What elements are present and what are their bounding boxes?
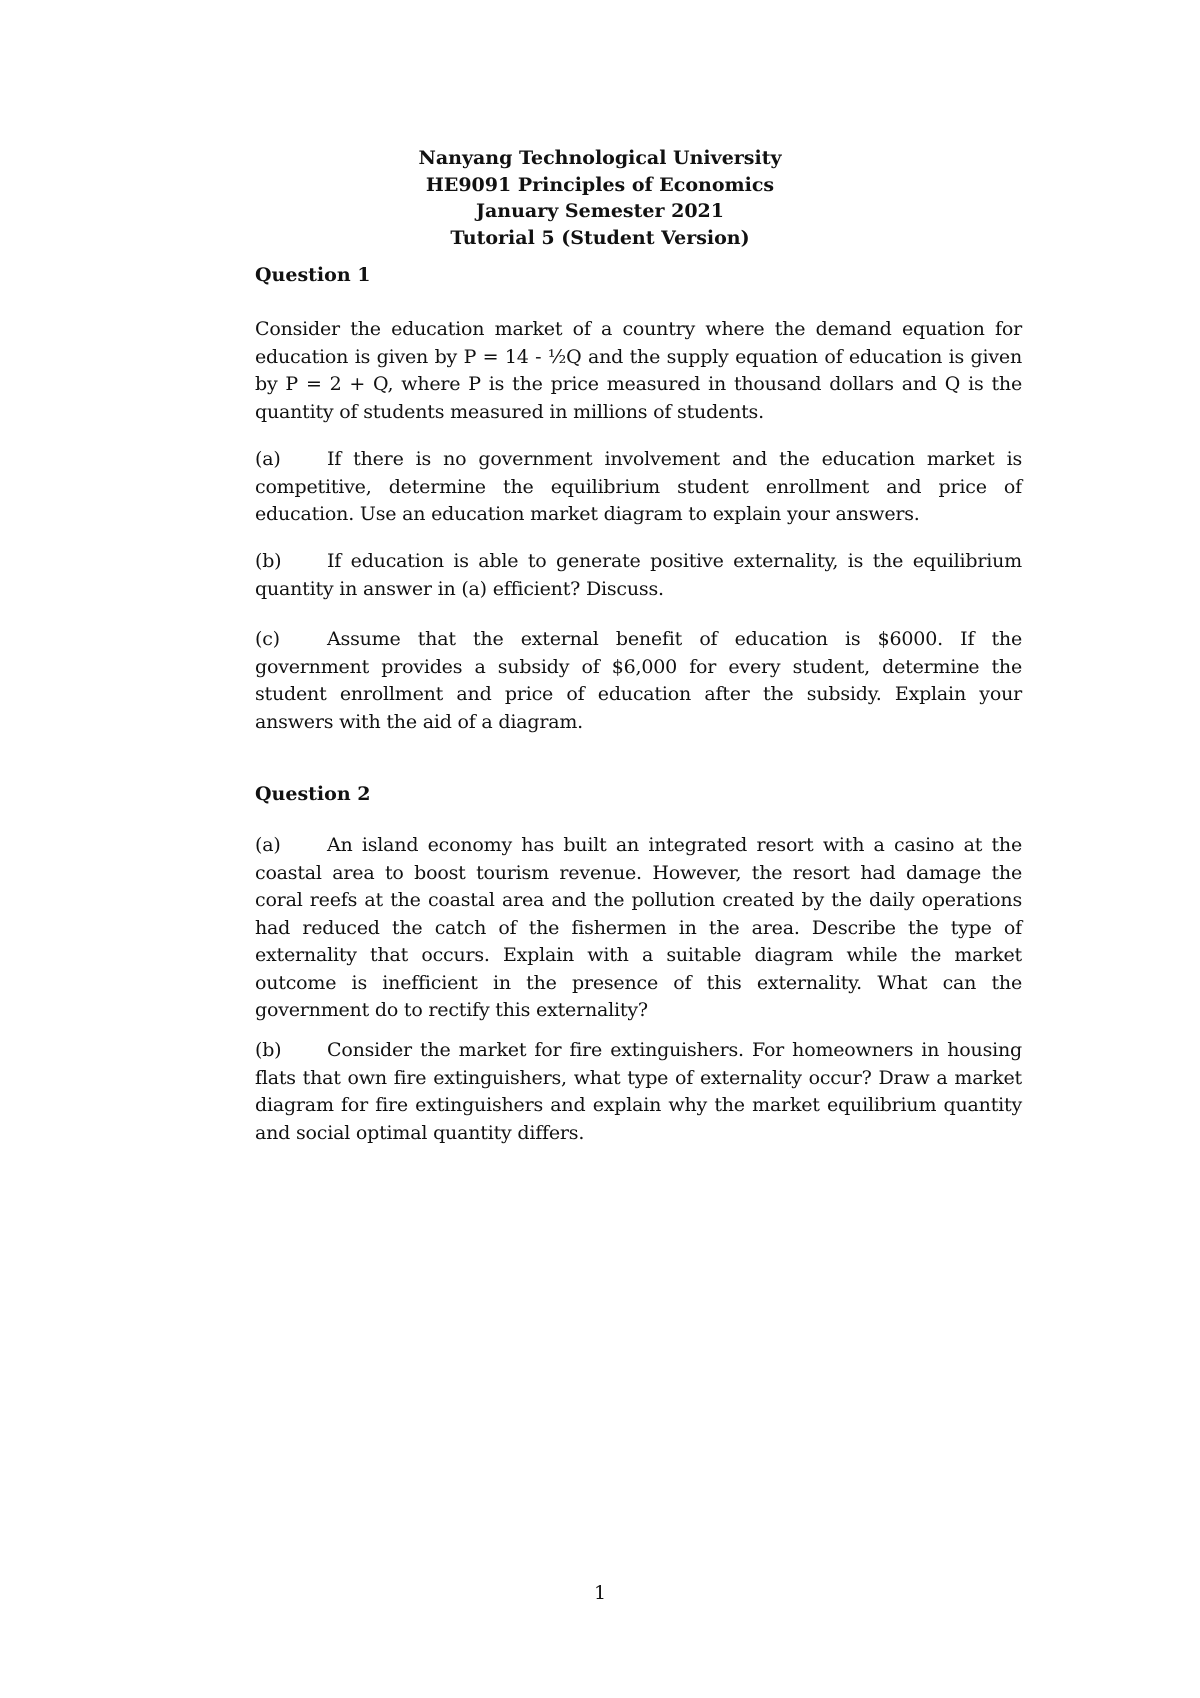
question-1-intro: Consider the education market of a country where the demand equation for education is given by P = 14 - ½Q and the supply equation of education is given by P = 2 + Q, where P is the price measured in thousand dollars and Q is the quantity of students measured in millions of students.: [255, 318, 1022, 423]
question-1c-text: Assume that the external benefit of education is $6000. If the government provides a subsidy of $6,000 for every student, determine the student enrollment and price of education after the subsidy. Explain your answers with the aid of a diagram.: [255, 628, 1022, 733]
question-2a-block: [255, 832, 1022, 1025]
question-2a-text: An island economy has built an integrated resort with a casino at the coastal area to boost tourism revenue. However, the resort had damage the coral reefs at the coastal area and the pollution created by the daily operations had reduced the catch of the fishermen in the area. Describe the type of externality that occurs. Explain with a suitable diagram while the market outcome is inefficient in the presence of this externality. What can the government do to rectify this externality?: [255, 834, 1022, 1021]
question-1a: [255, 446, 1022, 529]
question-1a-block: [255, 446, 1022, 529]
course-title: HE9091 Principles of Economics: [425, 173, 775, 196]
question-1b-block: [255, 548, 1022, 603]
question-2b-text: Consider the market for fire extinguishers. For homeowners in housing flats that own fire extinguishers, what type of externality occur? Draw a market diagram for fire extinguishers and explain why the market equilibrium quantity and social optimal quantity differs.: [255, 1039, 1022, 1144]
question-1b-text: If education is able to generate positive externality, is the equilibrium quantity in answer in (a) efficient? Discuss.: [255, 550, 1022, 600]
question-2-heading-block: [255, 781, 1022, 809]
question-1b: [255, 548, 1022, 603]
university-name: Nanyang Technological University: [418, 147, 782, 169]
question-2a: [255, 832, 1022, 1025]
question-2b-label: (b): [255, 1039, 282, 1061]
page-number: 1: [593, 1582, 607, 1604]
question-1c-label: (c): [255, 628, 280, 650]
question-1c-block: [255, 626, 1022, 736]
question-1-heading-block: [255, 262, 1022, 290]
question-1a-label: (a): [255, 448, 281, 470]
question-2-heading: Question 2: [255, 783, 371, 805]
question-2b: [255, 1037, 1022, 1147]
question-2b-block: [255, 1037, 1022, 1147]
question-1-intro-block: [255, 316, 1022, 426]
question-1-heading: Question 1: [255, 264, 371, 286]
question-1a-text: If there is no government involvement and the education market is competitive, determine the equilibrium student enrollment and price of education. Use an education market diagram to explain your answers.: [255, 448, 1022, 525]
question-1c: [255, 626, 1022, 736]
question-1b-label: (b): [255, 550, 282, 572]
semester: January Semester 2021: [476, 200, 724, 222]
tutorial-title: Tutorial 5 (Student Version): [450, 226, 750, 249]
question-2a-label: (a): [255, 834, 281, 856]
document-header: [0, 145, 1200, 251]
